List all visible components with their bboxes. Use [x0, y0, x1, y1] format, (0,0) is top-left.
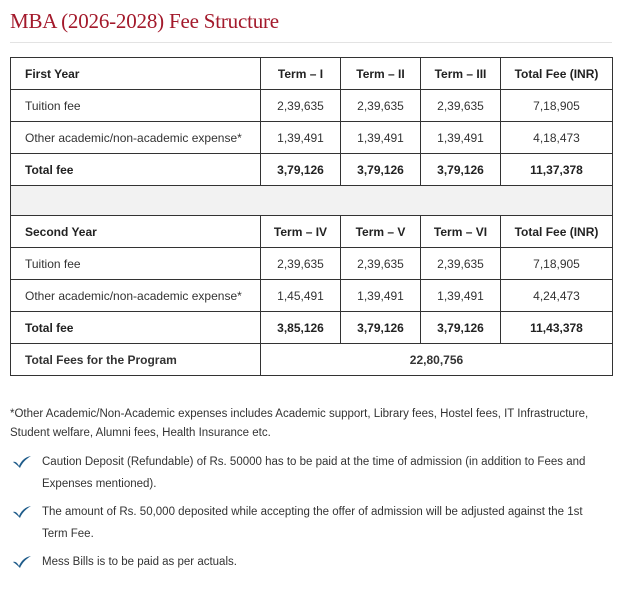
expense-footnote: *Other Academic/Non-Academic expenses includes Academic support, Library fees, Hostel fees, IT Infrastructure, Student welfare, Alumni fees, Health Insurance etc.	[10, 408, 589, 439]
table-row	[11, 248, 613, 280]
cell-value: 11,37,378	[501, 154, 613, 186]
spacer-cell	[11, 186, 613, 216]
cell-value: 11,43,378	[501, 312, 613, 344]
bullet-text: Mess Bills is to be paid as per actuals.	[42, 556, 237, 568]
year1-heading: First Year	[11, 58, 261, 90]
program-total-value: 22,80,756	[261, 344, 613, 376]
year1-total-row	[11, 154, 613, 186]
cell-value: 2,39,635	[261, 248, 341, 280]
col-term-4: Term – IV	[261, 216, 341, 248]
col-term-2: Term – II	[341, 58, 421, 90]
cell-value: 3,79,126	[341, 312, 421, 344]
cell-value: 2,39,635	[421, 248, 501, 280]
cell-value: 7,18,905	[501, 90, 613, 122]
cell-value: 4,18,473	[501, 122, 613, 154]
col-term-3: Term – III	[421, 58, 501, 90]
bullet-text: The amount of Rs. 50,000 deposited while accepting the offer of admission will be adjusted against the 1st Term Fee.	[42, 506, 583, 540]
page-title: MBA (2026-2028) Fee Structure	[10, 9, 279, 33]
table-row	[11, 122, 613, 154]
list-item	[10, 451, 610, 495]
list-item	[10, 551, 610, 573]
cell-value: 2,39,635	[421, 90, 501, 122]
title-divider	[10, 42, 612, 43]
cell-value: 1,39,491	[261, 122, 341, 154]
table-row	[11, 90, 613, 122]
row-label: Total fee	[11, 312, 261, 344]
year1-header-row	[11, 58, 613, 90]
cell-value: 3,85,126	[261, 312, 341, 344]
cell-value: 3,79,126	[261, 154, 341, 186]
col-term-6: Term – VI	[421, 216, 501, 248]
year2-header-row	[11, 216, 613, 248]
cell-value: 1,39,491	[421, 280, 501, 312]
cell-value: 2,39,635	[341, 90, 421, 122]
cell-value: 3,79,126	[341, 154, 421, 186]
fee-table	[10, 57, 613, 376]
cell-value: 1,39,491	[341, 280, 421, 312]
cell-value: 1,39,491	[421, 122, 501, 154]
cell-value: 3,79,126	[421, 312, 501, 344]
col-term-1: Term – I	[261, 58, 341, 90]
program-total-row	[11, 344, 613, 376]
table-row	[11, 280, 613, 312]
row-label: Other academic/non-academic expense*	[11, 122, 261, 154]
cell-value: 2,39,635	[261, 90, 341, 122]
program-total-label: Total Fees for the Program	[11, 344, 261, 376]
row-label: Tuition fee	[11, 248, 261, 280]
year2-total-row	[11, 312, 613, 344]
cell-value: 1,39,491	[341, 122, 421, 154]
cell-value: 1,45,491	[261, 280, 341, 312]
year2-heading: Second Year	[11, 216, 261, 248]
checkmark-icon	[12, 504, 32, 520]
bullet-list	[10, 451, 610, 579]
col-total-fee: Total Fee (INR)	[501, 216, 613, 248]
cell-value: 3,79,126	[421, 154, 501, 186]
row-label: Other academic/non-academic expense*	[11, 280, 261, 312]
cell-value: 4,24,473	[501, 280, 613, 312]
cell-value: 2,39,635	[341, 248, 421, 280]
checkmark-icon	[12, 554, 32, 570]
row-label: Total fee	[11, 154, 261, 186]
col-term-5: Term – V	[341, 216, 421, 248]
checkmark-icon	[12, 454, 32, 470]
col-total-fee: Total Fee (INR)	[501, 58, 613, 90]
row-label: Tuition fee	[11, 90, 261, 122]
list-item	[10, 501, 610, 545]
cell-value: 7,18,905	[501, 248, 613, 280]
spacer-row	[11, 186, 613, 216]
bullet-text: Caution Deposit (Refundable) of Rs. 50000 has to be paid at the time of admission (in addition to Fees and Expenses mentioned).	[42, 456, 586, 490]
